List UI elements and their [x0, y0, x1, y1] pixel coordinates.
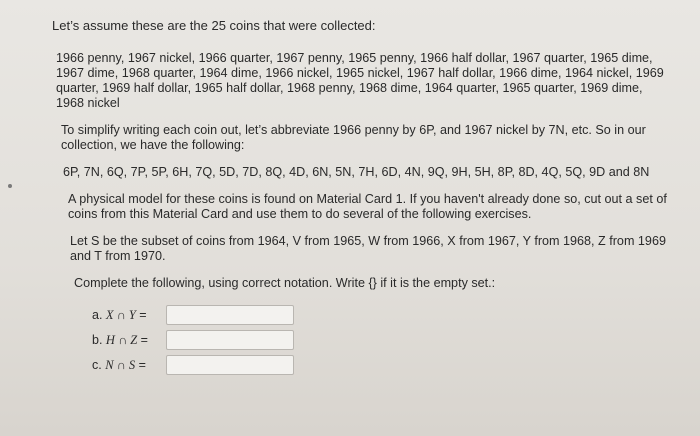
question-b-expression: H ∩ Z [105, 332, 138, 347]
intro-heading: Let’s assume these are the 25 coins that were collected: [52, 18, 376, 33]
instruction-text: Complete the following, using correct notation. Write {} if it is the empty set.: [74, 276, 496, 290]
question-b-label [92, 333, 166, 348]
abbreviation-list: 6P, 7N, 6Q, 7P, 5P, 6H, 7Q, 5D, 7D, 8Q, 4D, 6N, 5N, 7H, 6D, 4N, 9Q, 9H, 5H, 8P, 8D, 4Q, 5Q, 9D and 8N [63, 165, 650, 179]
coin-list-paragraph: 1966 penny, 1967 nickel, 1966 quarter, 1967 penny, 1965 penny, 1966 half dollar, 1967 quarter, 1965 dime, 1967 dime, 1968 quarter, 1964 dime, 1966 nickel, 1965 nickel, 1967 half dollar, 1966 dime, 1964 nickel, 1969 quarter, 1969 half dollar, 1965 half dollar, 1968 penny, 1968 dime, 1964 quarter, 1965 quarter, 1969 dime, 1968 nickel [56, 51, 664, 110]
question-c-expression: N ∩ S [105, 357, 136, 372]
question-c-equals: = [138, 357, 146, 372]
subsets-paragraph: Let S be the subset of coins from 1964, V from 1965, W from 1966, X from 1967, Y from 1968, Z from 1969 and T from 1970. [70, 234, 666, 263]
bullet-dot [8, 184, 12, 188]
questions-list [92, 303, 673, 377]
question-c-letter: c. [92, 357, 102, 372]
question-b [92, 328, 673, 352]
abbreviation-paragraph: To simplify writing each coin out, let’s abbreviate 1966 penny by 6P, and 1967 nickel by 7N, etc. So in our collection, we have the following: [61, 123, 646, 152]
question-b-letter: b. [92, 332, 103, 347]
problem-content [48, 18, 673, 378]
question-c [92, 353, 673, 377]
answer-field-a[interactable] [166, 305, 294, 325]
answer-field-b[interactable] [166, 330, 294, 350]
question-c-label [92, 358, 166, 373]
question-a-label [92, 308, 166, 323]
question-b-equals: = [140, 332, 148, 347]
question-a-expression: X ∩ Y [105, 307, 136, 322]
question-a [92, 303, 673, 327]
question-a-letter: a. [92, 307, 103, 322]
answer-field-c[interactable] [166, 355, 294, 375]
material-card-paragraph: A physical model for these coins is found on Material Card 1. If you haven't already done so, cut out a set of coins from this Material Card and use them to do several of the following exercises. [68, 192, 667, 221]
question-a-equals: = [139, 307, 147, 322]
